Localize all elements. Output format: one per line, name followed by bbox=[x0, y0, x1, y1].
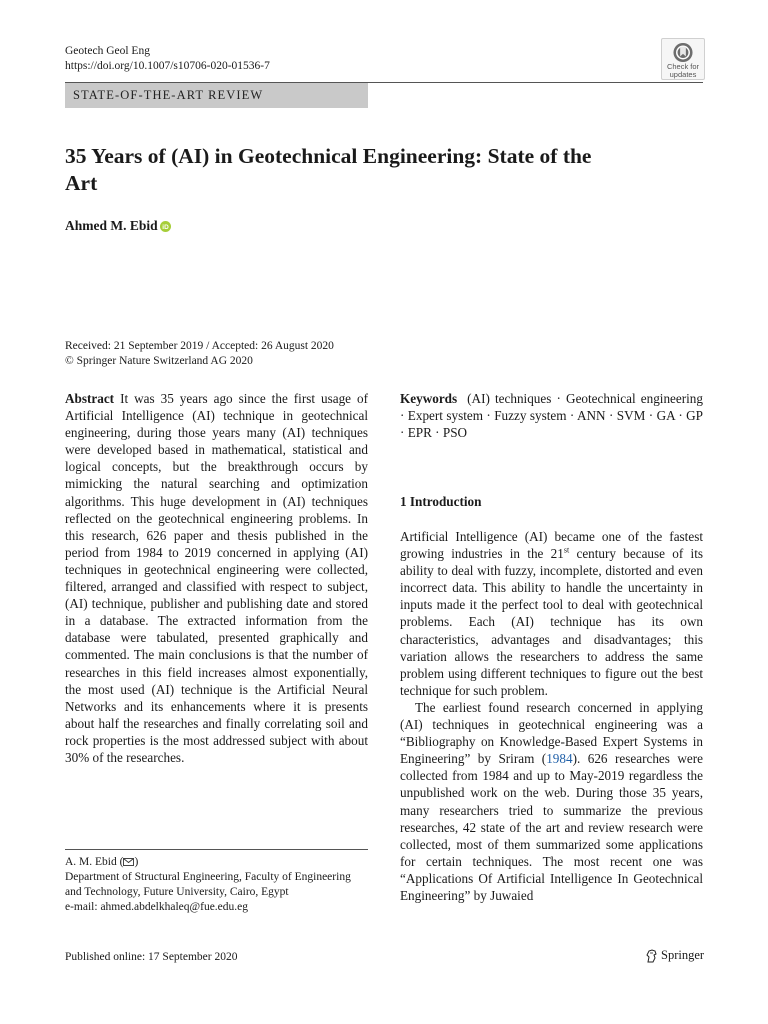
bookmark-icon bbox=[672, 42, 694, 63]
intro-p2-text-cont: ). 626 researches were collected from 1984 and up to May-2019 regardless the unpublished work on the web. During those 35 years, many researchers tried to summarize the previous researches, 42 state of the art and review research were collected, most of them summarized some applications for certain techniques. The most recent one was “Applications Of Artificial Intelligence In Geotechnical Engineering” by Juwaied bbox=[400, 751, 703, 903]
corresponding-author bbox=[65, 855, 368, 870]
received-accepted: Received: 21 September 2019 / Accepted: 26 August 2020 bbox=[65, 340, 334, 352]
intro-p1-text-cont: century because of its ability to deal with fuzzy, incomplete, distorted and even incorrect data. This ability to handle the uncertainty in inputs made it the perfect tool to deal with geotechnical problems. Each (AI) technique has its own characteristics, advantages and disadvantages; this variation allows the researchers to address the same problem using different techniques to figure out the best technique for such problem. bbox=[400, 546, 703, 698]
journal-name: Geotech Geol Eng bbox=[65, 45, 150, 57]
section-banner: STATE-OF-THE-ART REVIEW bbox=[65, 83, 368, 108]
intro-p2-text: The earliest found research concerned in applying (AI) techniques in geotechnical engineering was a “Bibliography on Knowledge-Based Expert Systems in Engineering” by Sriram ( bbox=[400, 699, 703, 767]
department: Department of Structural Engineering, Faculty of Engineering and Technology, Future University, Cairo, Egypt bbox=[65, 871, 351, 898]
published-online: Published online: 17 September 2020 bbox=[65, 951, 238, 963]
intro-paragraph-2 bbox=[400, 699, 703, 904]
intro-p1-text: Artificial Intelligence (AI) became one of the fastest growing industries in the 21 bbox=[400, 529, 703, 562]
superscript: st bbox=[563, 545, 570, 555]
affiliation-block bbox=[65, 855, 368, 915]
springer-horse-icon bbox=[645, 949, 658, 963]
abstract-text: It was 35 years ago since the first usage of Artificial Intelligence (AI) technique in geotechnical engineering, during those years many (AI) techniques were developed based in mathematical, statistical and logical concepts, but the breakthrough occurs by mimicking the natural searching and optimization algorithms. This huge development in (AI) techniques reflected on the geotechnical engineering problems. In this research, 626 paper and thesis published in the period from 1984 to 2019 concerned in applying (AI) techniques in geotechnical engineering were collected, filtered, arranged and classified with respect to subject, (AI) technique, publisher and publishing date and stored in a database. The extracted information from the database were tabulated, presented graphically and commented. The main conclusions is that the number of researches in this field increases almost exponentially, the most used (AI) technique is the Artificial Neural Networks and its enhancements where it is presents about half the researches and finally correlating soil and rock properties is the most addressed subject with about 30% of the researches. bbox=[65, 391, 368, 765]
publisher-name: Springer bbox=[661, 948, 705, 962]
svg-text:iD: iD bbox=[161, 223, 169, 231]
intro-paragraph-1 bbox=[400, 528, 703, 699]
abstract-heading: Abstract bbox=[65, 391, 115, 406]
keywords-text: (AI) techniques · Geotechnical engineering · Expert system · Fuzzy system · ANN · SVM · GA · GP · EPR · PSO bbox=[400, 391, 703, 441]
email[interactable]: e-mail: ahmed.abdelkhaleq@fue.edu.eg bbox=[65, 901, 249, 913]
affiliation-name-close: ) bbox=[134, 856, 139, 868]
check-badge-label: Check for updates bbox=[666, 62, 700, 79]
introduction-body bbox=[400, 528, 703, 904]
author-name[interactable]: Ahmed M. Ebid bbox=[65, 218, 158, 233]
check-for-updates-badge[interactable] bbox=[661, 38, 705, 80]
footnote-rule bbox=[65, 849, 368, 850]
abstract-block bbox=[65, 390, 368, 766]
affiliation-name: A. M. Ebid ( bbox=[65, 856, 124, 868]
article-dates bbox=[65, 339, 385, 369]
orcid-icon[interactable] bbox=[160, 221, 171, 232]
envelope-icon[interactable] bbox=[123, 858, 134, 866]
doi-link[interactable]: https://doi.org/10.1007/s10706-020-01536-7 bbox=[65, 60, 270, 72]
keywords-heading: Keywords bbox=[400, 391, 458, 406]
article-title: 35 Years of (AI) in Geotechnical Engineering: State of the Art bbox=[65, 144, 592, 195]
citation-link[interactable]: 1984 bbox=[546, 751, 573, 767]
keywords-block bbox=[400, 390, 703, 441]
copyright: © Springer Nature Switzerland AG 2020 bbox=[65, 355, 253, 367]
introduction-heading: 1 Introduction bbox=[400, 494, 482, 509]
author-line bbox=[65, 218, 171, 234]
publisher-logo bbox=[645, 948, 704, 963]
